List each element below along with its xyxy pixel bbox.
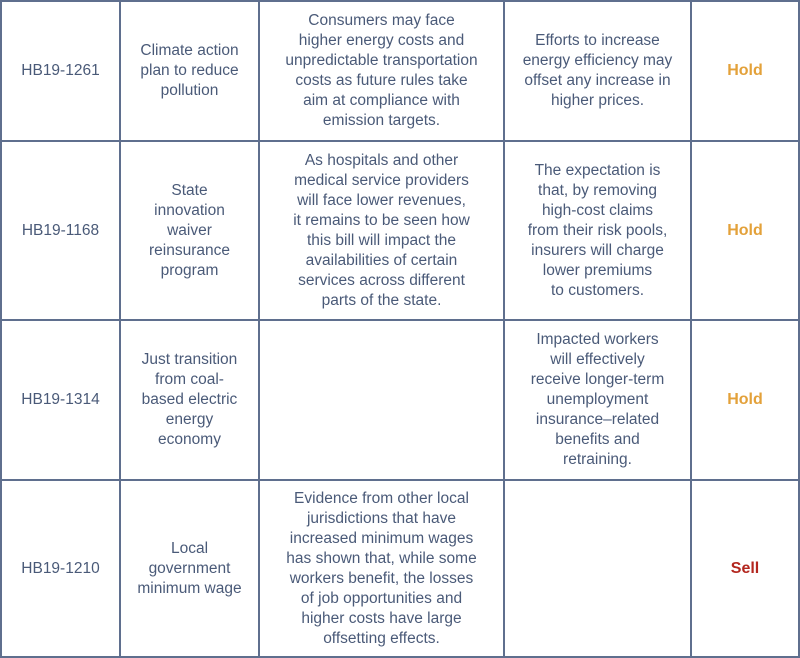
- bill-number: HB19-1314: [21, 391, 100, 408]
- table-row: [1, 320, 799, 480]
- cost-effect-cell: [259, 480, 504, 657]
- benefit-effect-cell: [504, 1, 691, 141]
- bill-number: HB19-1261: [21, 62, 100, 79]
- bill-number-cell: [1, 320, 120, 480]
- bill-number: HB19-1168: [21, 221, 100, 239]
- cost-effect-cell: [259, 320, 504, 480]
- cost-effect-text: As hospitals and other medical service providers will face lower revenues, it remains to be seen how this bill will impact the availabilities of certain services across different parts of the state.: [293, 151, 470, 309]
- rating-cell: [691, 1, 799, 141]
- rating-hold: Hold: [727, 391, 763, 408]
- bill-title-cell: [120, 320, 259, 480]
- benefit-effect-text: The expectation is that, by removing high-cost claims from their risk pools, insurers will charge lower premiums to customers.: [527, 161, 668, 299]
- benefit-effect-cell: [504, 141, 691, 320]
- bill-title-cell: [120, 141, 259, 320]
- table-row: [1, 141, 799, 320]
- bill-title: State innovation waiver reinsurance program: [149, 181, 230, 279]
- bill-title: Local government minimum wage: [137, 539, 242, 597]
- bill-number: HB19-1210: [21, 559, 100, 577]
- rating-cell: [691, 480, 799, 657]
- bill-title: Climate action plan to reduce pollution: [140, 42, 239, 99]
- rating-hold: Hold: [727, 221, 763, 239]
- benefit-effect-text: Impacted workers will effectively receive longer-term unemployment insurance–related benefits and retraining.: [530, 331, 665, 468]
- cost-effect-cell: [259, 1, 504, 141]
- benefit-effect-cell: [504, 480, 691, 657]
- rating-cell: [691, 320, 799, 480]
- benefit-effect-cell: [504, 320, 691, 480]
- bill-number-cell: [1, 480, 120, 657]
- rating-hold: Hold: [727, 62, 763, 79]
- table-row: [1, 480, 799, 657]
- bill-title-cell: [120, 480, 259, 657]
- bill-number-cell: [1, 141, 120, 320]
- rating-cell: [691, 141, 799, 320]
- bill-title: Just transition from coal- based electric energy economy: [141, 351, 238, 448]
- cost-effect-text: Consumers may face higher energy costs and unpredictable transportation costs as future rules take aim at compliance with emission targets.: [285, 12, 478, 129]
- rating-sell: Sell: [730, 559, 760, 577]
- benefit-effect-text: Efforts to increase energy efficiency may offset any increase in higher prices.: [522, 32, 673, 109]
- bill-title-cell: [120, 1, 259, 141]
- cost-effect-cell: [259, 141, 504, 320]
- cost-effect-text: Evidence from other local jurisdictions that have increased minimum wages has shown that, while some workers benefit, the losses of job opportunities and higher costs have large offsetting effects.: [286, 489, 477, 647]
- table-row: [1, 1, 799, 141]
- bill-number-cell: [1, 1, 120, 141]
